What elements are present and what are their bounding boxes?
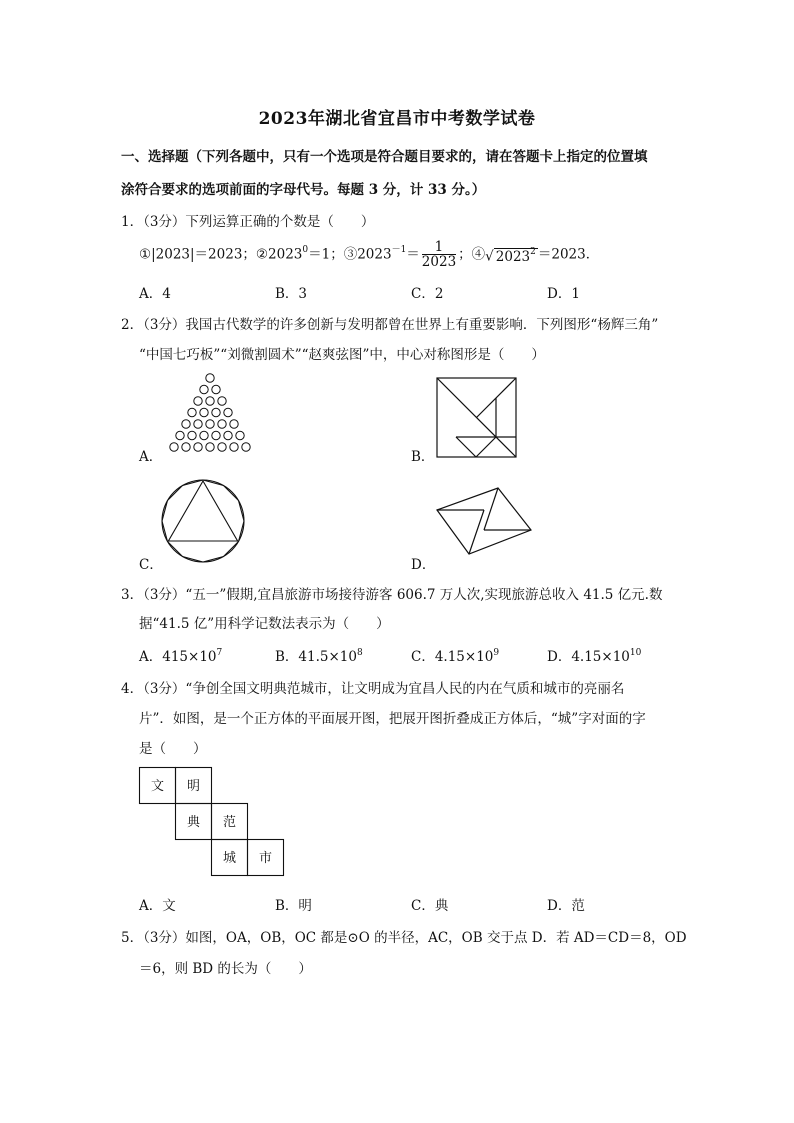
- fraction-numerator: 1: [422, 240, 456, 255]
- triangle-circle: [224, 408, 232, 416]
- cube-net-figure: [139, 767, 289, 883]
- q3-option-b: [275, 645, 363, 665]
- radical-sign-icon: √: [485, 248, 494, 265]
- triangle-circle: [194, 397, 202, 405]
- option-exponent: 9: [493, 647, 500, 658]
- triangle-circle: [182, 443, 190, 451]
- triangle-circle: [242, 443, 250, 451]
- q1-exponent-zero: 0: [302, 245, 309, 255]
- q1-exponent-neg-one: －1: [391, 245, 407, 255]
- q2-stem-line1: 2．（3分）我国古代数学的许多创新与发明都曾在世界上有重要影响．下列图形“杨辉三角”: [121, 317, 659, 333]
- radicand-base: 2023: [495, 248, 531, 265]
- triangle-circle: [218, 420, 226, 428]
- zhao-shuang-figure: [435, 486, 535, 566]
- triangle-circle: [206, 397, 214, 405]
- q1-items: [139, 236, 599, 272]
- triangle-circle: [236, 431, 244, 439]
- option-exponent: 7: [216, 647, 223, 658]
- triangle-circle: [200, 431, 208, 439]
- section-heading-line2: 涂符合要求的选项前面的字母代号。每题 3 分，计 33 分。）: [121, 182, 486, 198]
- section-heading-line1: 一、选择题（下列各题中，只有一个选项是符合题目要求的，请在答题卡上指定的位置填: [121, 149, 648, 165]
- q1-item-text: ；④: [458, 246, 486, 263]
- triangle-circle: [212, 385, 220, 393]
- triangle-circle: [182, 420, 190, 428]
- option-text: C．4.15×10: [411, 649, 494, 665]
- q4-stem-line3: 是（ ）: [139, 741, 207, 757]
- q3-stem-line2: 据“41.5 亿”用科学记数法表示为（ ）: [139, 616, 390, 632]
- q3-option-d: [547, 645, 641, 665]
- triangle-circle: [218, 397, 226, 405]
- triangle-circle: [212, 431, 220, 439]
- net-cell-cheng: 城: [222, 851, 237, 866]
- q4-option-d: D．范: [547, 898, 585, 914]
- q2-label-c: C．: [139, 557, 163, 573]
- triangle-circle: [230, 443, 238, 451]
- q1-stem: 1．（3分）下列运算正确的个数是（ ）: [121, 214, 375, 230]
- net-cell-wen: 文: [150, 779, 165, 794]
- q3-stem-line1: 3．（3分）“五一”假期,宜昌旅游市场接待游客 606.7 万人次,实现旅游总收入 41.5 亿元.数: [121, 587, 663, 603]
- triangle-circle: [206, 443, 214, 451]
- triangle-circle: [200, 408, 208, 416]
- net-cell-dian: 典: [186, 815, 201, 830]
- q2-label-b: B．: [411, 449, 435, 465]
- tangram-figure: [436, 377, 518, 459]
- q2-label-d: D．: [411, 557, 436, 573]
- triangle-circle: [170, 443, 178, 451]
- q4-option-b: B．明: [275, 898, 312, 914]
- triangle-circle: [176, 431, 184, 439]
- q4-stem-line1: 4．（3分）“争创全国文明典范城市，让文明成为宜昌人民的内在气质和城市的亮丽名: [121, 681, 625, 697]
- q1-item-text: ＝2023．: [537, 246, 600, 263]
- yang-hui-triangle-figure: [158, 370, 268, 460]
- net-cell-shi: 市: [258, 851, 273, 866]
- fraction-denominator: 2023: [421, 254, 457, 270]
- option-text: A．415×10: [139, 649, 217, 665]
- triangle-circle: [224, 431, 232, 439]
- triangle-circle: [194, 420, 202, 428]
- q5-stem-line1: 5．（3分）如图，OA，OB，OC 都是⊙O 的半径，AC，OB 交于点 D．若 AD＝CD＝8，OD: [121, 930, 687, 946]
- option-text: D．4.15×10: [547, 649, 630, 665]
- q1-item-text: ①|2023|＝2023；②2023: [139, 246, 303, 263]
- triangle-circle: [200, 385, 208, 393]
- net-cell-fan: 范: [222, 815, 237, 830]
- q4-option-a: A．文: [139, 898, 176, 914]
- q1-item-text: ＝: [406, 246, 420, 263]
- triangle-circle: [188, 408, 196, 416]
- radicand-exponent: 2: [530, 247, 536, 258]
- triangle-circle: [230, 420, 238, 428]
- q4-stem-line2: 片”．如图，是一个正方体的平面展开图，把展开图折叠成正方体后，“城”字对面的字: [139, 711, 646, 727]
- circle-division-figure: [160, 478, 246, 564]
- q4-option-c: C．典: [411, 898, 449, 914]
- q2-label-a: A．: [139, 449, 163, 465]
- option-text: B．41.5×10: [275, 649, 357, 665]
- radicand: [494, 248, 538, 265]
- q5-stem-line2: ＝6，则 BD 的长为（ ）: [139, 961, 312, 977]
- q1-item-text: ＝1；③2023: [308, 246, 392, 263]
- q3-option-a: [139, 645, 222, 665]
- triangle-circle: [188, 431, 196, 439]
- q1-fraction: [422, 240, 456, 270]
- triangle-circle: [212, 408, 220, 416]
- q1-option-b: B．3: [275, 286, 308, 302]
- page-title: 2023年湖北省宜昌市中考数学试卷: [258, 109, 536, 129]
- option-exponent: 8: [356, 647, 363, 658]
- q1-option-d: D．1: [547, 286, 580, 302]
- net-cell-ming: 明: [186, 779, 201, 794]
- q1-option-c: C．2: [411, 286, 444, 302]
- triangle-circle: [218, 443, 226, 451]
- q1-option-a: A．4: [139, 286, 171, 302]
- q3-option-c: [411, 645, 499, 665]
- option-exponent: 10: [629, 647, 642, 658]
- square-root: [485, 238, 538, 272]
- triangle-circle: [194, 443, 202, 451]
- q2-stem-line2: “中国七巧板”“刘微割圆术”“赵爽弦图”中，中心对称图形是（ ）: [139, 347, 545, 363]
- triangle-circle: [206, 420, 214, 428]
- triangle-circle: [206, 374, 214, 382]
